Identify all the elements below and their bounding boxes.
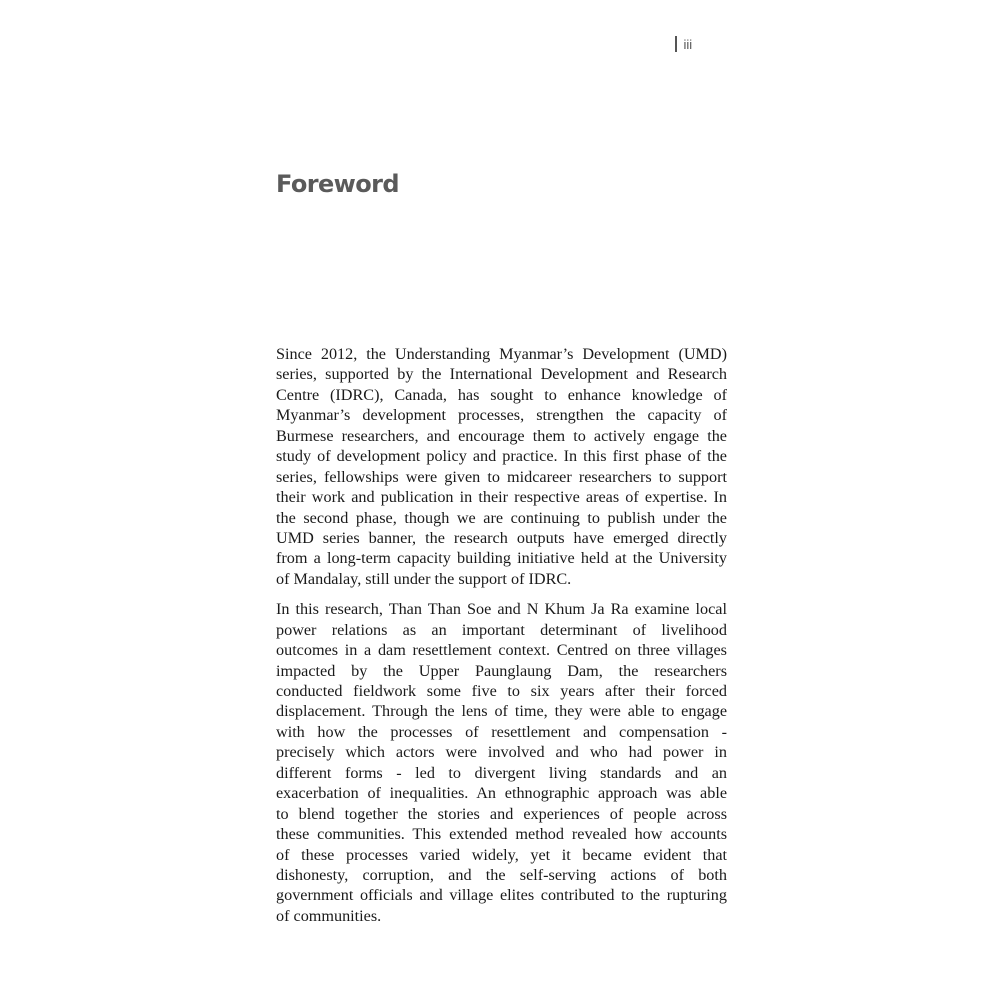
paragraph-1	[276, 344, 727, 589]
text-line: series, supported by the International Development and Research	[276, 365, 727, 384]
paragraph-2	[276, 599, 727, 926]
page-number-divider	[675, 36, 677, 52]
text-line: UMD series banner, the research outputs have emerged directly	[276, 528, 727, 547]
text-line: In this research, Than Than Soe and N Khum Ja Ra examine local	[276, 600, 727, 619]
text-line: Since 2012, the Understanding Myanmar’s Development (UMD)	[276, 345, 727, 363]
text-line: Myanmar’s development processes, strengthen the capacity of	[276, 406, 727, 425]
text-line: government officials and village elites contributed to the rupturing	[276, 886, 727, 905]
text-line: the second phase, though we are continuing to publish under the	[276, 508, 727, 527]
text-line: from a long-term capacity building initiative held at the University	[276, 549, 727, 568]
text-line: of communities.	[276, 906, 382, 925]
text-line: with how the processes of resettlement and compensation -	[276, 722, 727, 741]
text-line: dishonesty, corruption, and the self-serving actions of both	[276, 865, 727, 884]
text-line: impacted by the Upper Paunglaung Dam, the researchers	[276, 661, 727, 680]
text-line: to blend together the stories and experiences of people across	[276, 804, 727, 823]
text-line: of Mandalay, still under the support of IDRC.	[276, 569, 572, 588]
text-line: Centre (IDRC), Canada, has sought to enhance knowledge of	[276, 385, 727, 404]
page-number-text: iii	[683, 36, 693, 52]
text-line: conducted fieldwork some five to six years after their forced	[276, 682, 727, 700]
text-line: power relations as an important determinant of livelihood	[276, 620, 727, 639]
text-line: precisely which actors were involved and who had power in	[276, 743, 727, 762]
page-number	[675, 36, 692, 52]
text-line: different forms - led to divergent living standards and an	[276, 763, 727, 782]
text-line: displacement. Through the lens of time, they were able to engage	[276, 702, 727, 721]
text-line: outcomes in a dam resettlement context. Centred on three villages	[276, 641, 727, 660]
text-line: Burmese researchers, and encourage them to actively engage the	[276, 426, 727, 445]
text-line: study of development policy and practice. In this first phase of the	[276, 447, 727, 466]
text-line: of these processes varied widely, yet it became evident that	[276, 845, 727, 864]
text-line: these communities. This extended method revealed how accounts	[276, 825, 727, 844]
text-line: series, fellowships were given to midcareer researchers to support	[276, 467, 727, 486]
text-line: their work and publication in their respective areas of expertise. In	[276, 488, 727, 507]
text-line: exacerbation of inequalities. An ethnographic approach was able	[276, 784, 727, 803]
page-title: Foreword	[276, 170, 399, 198]
foreword-body	[276, 344, 727, 926]
